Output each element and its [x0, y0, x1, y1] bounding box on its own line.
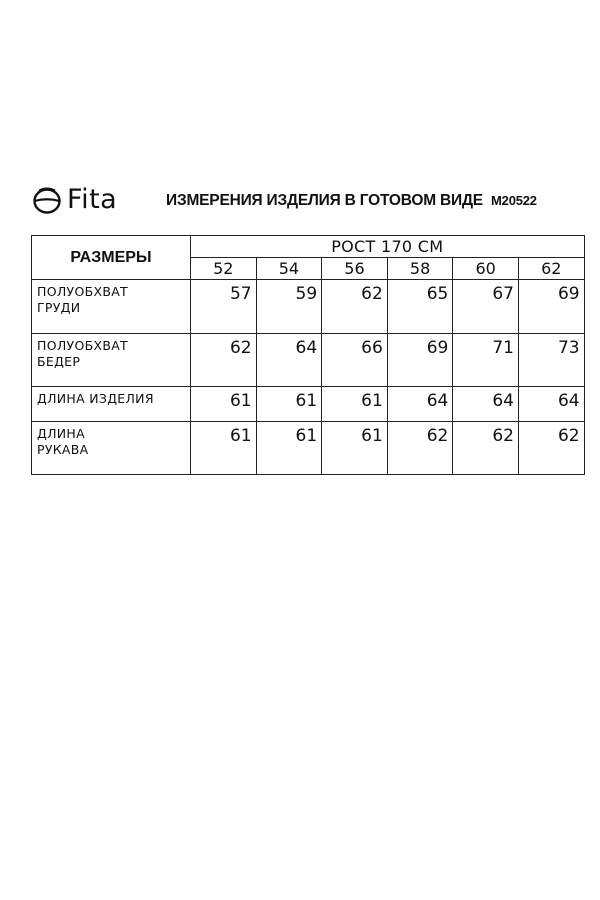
- table-header-row: [32, 236, 585, 258]
- table-cell: 62: [322, 280, 388, 334]
- size-60: 60: [453, 258, 519, 280]
- document-title: [166, 192, 537, 210]
- table-cell: 64: [387, 387, 453, 422]
- table-cell: 61: [322, 422, 388, 475]
- table-cell: 69: [387, 334, 453, 387]
- size-52: 52: [191, 258, 257, 280]
- table-cell: 62: [191, 334, 257, 387]
- size-56: 56: [322, 258, 388, 280]
- table-cell: 61: [322, 387, 388, 422]
- table-cell: 57: [191, 280, 257, 334]
- table-cell: 65: [387, 280, 453, 334]
- row-label-sleeve: [32, 422, 191, 475]
- table-row: [32, 280, 585, 334]
- table-row: [32, 387, 585, 422]
- row-label-line: ПОЛУОБХВАТ: [37, 284, 128, 299]
- size-chart-table: [31, 235, 585, 475]
- table-cell: 61: [191, 422, 257, 475]
- brand-logo: [32, 182, 117, 218]
- row-label-line: ДЛИНА: [37, 426, 85, 441]
- table-cell: 66: [322, 334, 388, 387]
- sizes-header: РАЗМЕРЫ: [32, 236, 191, 280]
- table-cell: 64: [518, 387, 584, 422]
- table-cell: 71: [453, 334, 519, 387]
- table-cell: 62: [387, 422, 453, 475]
- row-label-chest: [32, 280, 191, 334]
- table-cell: 62: [453, 422, 519, 475]
- document-header: [32, 180, 572, 220]
- table-cell: 61: [256, 387, 322, 422]
- model-code: M20522: [491, 193, 537, 208]
- table-cell: 59: [256, 280, 322, 334]
- size-62: 62: [518, 258, 584, 280]
- table-cell: 61: [191, 387, 257, 422]
- row-label-line: БЕДЕР: [37, 354, 81, 369]
- table-cell: 69: [518, 280, 584, 334]
- table-cell: 67: [453, 280, 519, 334]
- fita-logo-icon: [32, 185, 62, 215]
- table-row: [32, 334, 585, 387]
- row-label-line: ГРУДИ: [37, 300, 81, 315]
- title-text: ИЗМЕРЕНИЯ ИЗДЕЛИЯ В ГОТОВОМ ВИДЕ: [166, 192, 483, 209]
- row-label-hips: [32, 334, 191, 387]
- table-cell: 61: [256, 422, 322, 475]
- row-label-line: ПОЛУОБХВАТ: [37, 338, 128, 353]
- height-header: РОСТ 170 СМ: [191, 236, 585, 258]
- brand-name: Fita: [67, 184, 118, 215]
- table-row: [32, 422, 585, 475]
- row-label-line: ДЛИНА ИЗДЕЛИЯ: [37, 391, 154, 406]
- row-label-line: РУКАВА: [37, 442, 89, 457]
- row-label-length: [32, 387, 191, 422]
- size-58: 58: [387, 258, 453, 280]
- table-cell: 64: [453, 387, 519, 422]
- table-cell: 73: [518, 334, 584, 387]
- table-cell: 62: [518, 422, 584, 475]
- table-cell: 64: [256, 334, 322, 387]
- size-54: 54: [256, 258, 322, 280]
